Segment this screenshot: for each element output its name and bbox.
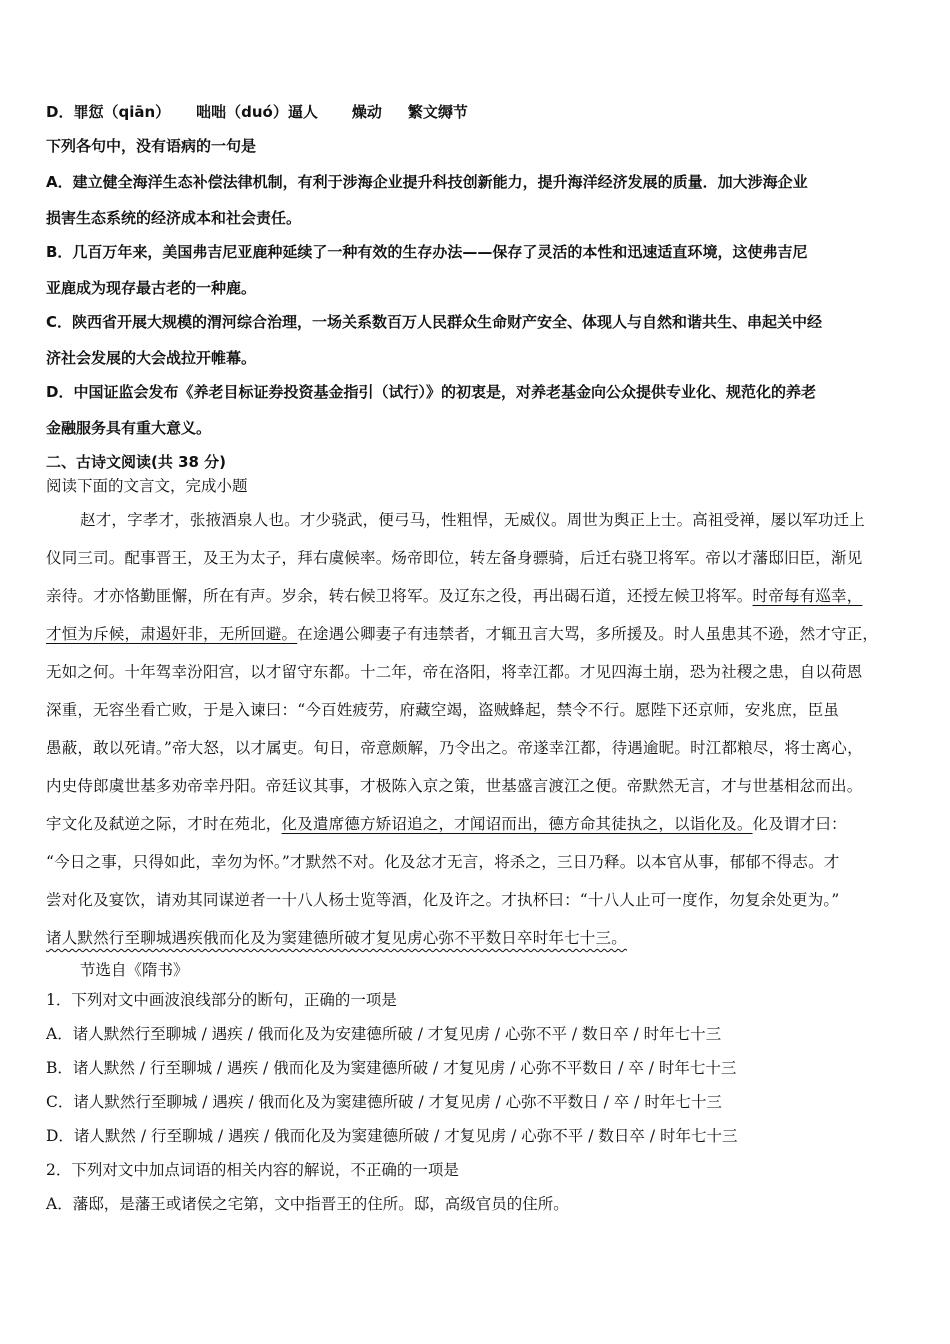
- option-d-line1: D．中国证监会发布《养老目标证券投资基金指引（试行）》的初衷是，对养老基金向公众提供专业化、规范化的养老: [46, 383, 816, 401]
- passage-line-5: 无如之何。十年驾幸汾阳宫，以才留守东都。十二年，帝在洛阳，将幸江都。才见四海土崩，恐为社稷之患，自以荷恩: [46, 663, 863, 681]
- passage-line-8: 内史侍郎虞世基多劝帝幸丹阳。帝廷议其事，才极陈入京之策，世基盛言渡江之便。帝默然无言，才与世基相忿而出。: [46, 777, 863, 795]
- q1-option-b: B．诸人默然 / 行至聊城 / 遇疾 / 俄而化及为窦建德所破 / 才复见虏 / 心弥不平数日 / 卒 / 时年七十三: [46, 1059, 737, 1077]
- q2-option-a: A．藩邸，是藩王或诸侯之宅第，文中指晋王的住所。邸，高级官员的住所。: [46, 1195, 569, 1213]
- passage-line-2: 仪同三司。配事晋王，及王为太子，拜右虞候率。炀帝即位，转左备身骠骑，后迁右骁卫将军。帝以才藩邸旧臣，渐见: [46, 549, 863, 567]
- option-word: 繁文缛节: [407, 103, 468, 121]
- option-c-line1: C．陕西省开展大规模的渭河综合治理，一场关系数百万人民群众生命财产安全、体现人与自然和谐共生、串起关中经: [46, 313, 823, 331]
- option-b-line1: B．几百万年来，美国弗吉尼亚鹿种延续了一种有效的生存办法——保存了灵活的本性和迅速适直环境，这使弗吉尼: [46, 243, 808, 261]
- option-word: 罪愆（qiān）: [73, 103, 171, 121]
- passage-line-1: 赵才，字孝才，张掖酒泉人也。才少骁武，便弓马，性粗悍，无威仪。周世为舆正上士。高祖受禅，屡以军功迁上: [80, 511, 866, 529]
- q2-stem: 2．下列对文中加点词语的相关内容的解说，不正确的一项是: [46, 1161, 459, 1179]
- passage-text: 亲待。才亦恪勤匪懈，所在有声。岁余，转右候卫将军。及辽东之役，再出碣石道，还授左候卫将军。: [46, 587, 753, 605]
- q1-option-a: A．诸人默然行至聊城 / 遇疾 / 俄而化及为安建德所破 / 才复见虏 / 心弥不平 / 数日卒 / 时年七十三: [46, 1025, 722, 1043]
- passage-line-11: 尝对化及宴饮，请劝其同谋逆者一十八人杨士览等酒，化及许之。才执杯曰：“十八人止可一度作，勿复余处更为。”: [46, 891, 840, 909]
- option-c-line2: 济社会发展的大会战拉开帷幕。: [46, 349, 257, 367]
- option-d-line2: 金融服务具有重大意义。: [46, 419, 212, 437]
- passage-text: 在途遇公卿妻子有违禁者，才辄丑言大骂，多所援及。时人虽患其不逊，然才守正，: [297, 625, 879, 643]
- passage-line-6: 深重，无容坐看亡败，于是入谏曰：“今百姓疲劳，府藏空竭，盗贼蜂起，禁令不行。愿陛下还京师，安兆庶，臣虽: [46, 701, 840, 719]
- q1-option-c: C．诸人默然行至聊城 / 遇疾 / 俄而化及为窦建德所破 / 才复见虏 / 心弥不平数日 / 卒 / 时年七十三: [46, 1093, 722, 1111]
- underlined-sentence: 才恒为斥候，肃遏奸非，无所回避。: [46, 625, 298, 643]
- prev-option-d: [46, 102, 468, 122]
- passage-line-4: [46, 624, 908, 644]
- passage-line-3: [46, 586, 908, 606]
- passage-line-7: 愚蔽，敢以死请。”帝大怒，以才属吏。旬日，帝意颇解，乃令出之。帝遂幸江都，待遇逾昵。时江都粮尽，将士离心，: [46, 739, 863, 757]
- option-a-line1: A．建立健全海洋生态补偿法律机制，有利于涉海企业提升科技创新能力，提升海洋经济发展的质量．加大涉海企业: [46, 173, 808, 191]
- passage-source: 节选自《隋书》: [80, 961, 189, 979]
- underlined-sentence: 时帝每有巡幸，: [752, 587, 863, 605]
- passage-line-12-wavy: 诸人默然行至聊城遇疾俄而化及为窦建德所破才复见虏心弥不平数日卒时年七十三。: [46, 929, 627, 947]
- underlined-sentence: 化及遣席德方矫诏追之，才闻诏而出，德方命其徒执之，以诣化及。: [281, 815, 753, 833]
- q1-stem: 1．下列对文中画波浪线部分的断句，正确的一项是: [46, 991, 397, 1009]
- option-b-line2: 亚鹿成为现存最古老的一种鹿。: [46, 279, 257, 297]
- option-a-line2: 损害生态系统的经济成本和社会责任。: [46, 209, 302, 227]
- passage-text: 化及谓才曰：: [752, 815, 847, 833]
- option-word: 咄咄（duó）逼人: [196, 103, 318, 121]
- passage-line-9: [46, 814, 908, 834]
- section-title: 二、古诗文阅读(共 38 分): [46, 453, 227, 471]
- question-stem: 下列各句中，没有语病的一句是: [46, 137, 257, 155]
- q1-option-d: D．诸人默然 / 行至聊城 / 遇疾 / 俄而化及为窦建德所破 / 才复见虏 / 心弥不平 / 数日卒 / 时年七十三: [46, 1127, 738, 1145]
- option-label: D．: [46, 103, 74, 121]
- passage-text: 宇文化及弑逆之际，才时在苑北，: [46, 815, 282, 833]
- section-instruction: 阅读下面的文言文，完成小题: [46, 477, 248, 495]
- passage-line-10: “今日之事，只得如此，幸勿为怀。”才默然不对。化及忿才无言，将杀之，三日乃释。以本官从事，郁郁不得志。才: [46, 853, 840, 871]
- option-word: 燥动: [351, 103, 382, 121]
